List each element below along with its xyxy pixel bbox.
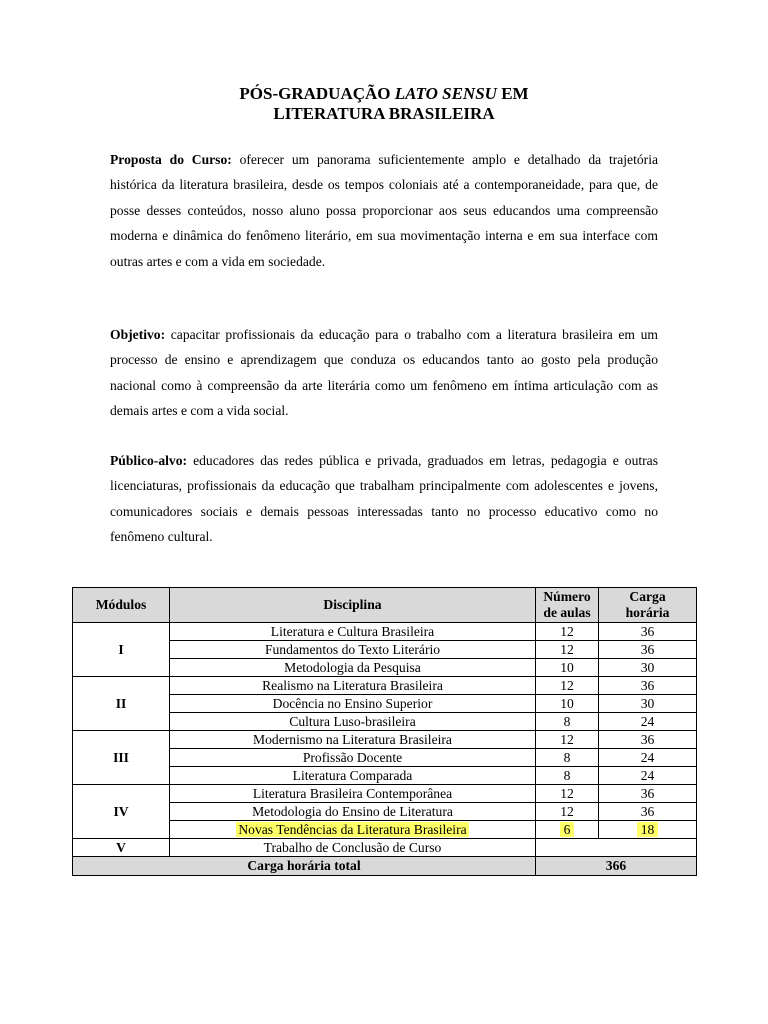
objetivo-text: capacitar profissionais da educação para o trabalho com a literatura brasileira em um processo de ensino e aprendizagem que conduza os educandos tanto ao gosto pela produção nacional como à compreensão da arte literária como um fenômeno em íntima articulação com as demais artes e com a vida social. bbox=[110, 327, 658, 419]
title-line-1: PÓS-GRADUAÇÃO LATO SENSU EM bbox=[239, 84, 529, 103]
module-cell: I bbox=[73, 623, 170, 677]
disciplina-cell: Metodologia da Pesquisa bbox=[170, 659, 536, 677]
disciplina-cell: Literatura e Cultura Brasileira bbox=[170, 623, 536, 641]
aulas-cell: 12 bbox=[536, 641, 599, 659]
table-row bbox=[73, 623, 697, 641]
proposta-text: oferecer um panorama suficientemente amplo e detalhado da trajetória histórica da literatura brasileira, desde os tempos coloniais até a contemporaneidade, para que, de posse desses conteúdos, nosso aluno possa proporcionar aos seus educandos uma compreensão moderna e dinâmica do fenômeno literário, em sua movimentação interna e em sua interface com outras artes e com a vida em sociedade. bbox=[110, 152, 659, 269]
carga-cell: 36 bbox=[599, 803, 697, 821]
disciplina-cell: Metodologia do Ensino de Literatura bbox=[170, 803, 536, 821]
aulas-cell: 12 bbox=[536, 731, 599, 749]
disciplina-cell: Profissão Docente bbox=[170, 749, 536, 767]
carga-cell: 30 bbox=[599, 659, 697, 677]
carga-cell: 24 bbox=[599, 749, 697, 767]
header-modulos: Módulos bbox=[73, 588, 170, 623]
disciplina-cell: Fundamentos do Texto Literário bbox=[170, 641, 536, 659]
aulas-cell: 8 bbox=[536, 713, 599, 731]
total-label: Carga horária total bbox=[73, 857, 536, 876]
proposta-label: Proposta do Curso: bbox=[110, 152, 232, 167]
header-disciplina: Disciplina bbox=[170, 588, 536, 623]
publico-section bbox=[110, 448, 658, 550]
disciplina-cell: Realismo na Literatura Brasileira bbox=[170, 677, 536, 695]
carga-cell: 36 bbox=[599, 731, 697, 749]
aulas-cell: 12 bbox=[536, 785, 599, 803]
header-carga-horaria: Carga horária bbox=[599, 588, 697, 623]
total-row bbox=[73, 857, 697, 876]
header-numero-aulas: Número de aulas bbox=[536, 588, 599, 623]
disciplina-cell: Docência no Ensino Superior bbox=[170, 695, 536, 713]
title-line-2: LITERATURA BRASILEIRA bbox=[273, 104, 495, 123]
table-row bbox=[73, 677, 697, 695]
disciplina-cell: Cultura Luso-brasileira bbox=[170, 713, 536, 731]
publico-text: educadores das redes pública e privada, graduados em letras, pedagogia e outras licenciaturas, profissionais da educação que trabalham principalmente com adolescentes e jovens, comunicadores sociais e demais pessoas interessadas tanto no processo educativo como no fenômeno cultural. bbox=[110, 453, 658, 545]
carga-cell: 30 bbox=[599, 695, 697, 713]
empty-cell bbox=[536, 839, 697, 857]
disciplina-cell: Literatura Brasileira Contemporânea bbox=[170, 785, 536, 803]
carga-cell: 18 bbox=[599, 821, 697, 839]
aulas-cell: 8 bbox=[536, 767, 599, 785]
aulas-cell: 8 bbox=[536, 749, 599, 767]
aulas-cell: 6 bbox=[536, 821, 599, 839]
module-cell: IV bbox=[73, 785, 170, 839]
disciplina-cell: Trabalho de Conclusão de Curso bbox=[170, 839, 536, 857]
proposta-section bbox=[110, 147, 658, 274]
total-value: 366 bbox=[536, 857, 697, 876]
disciplina-cell: Novas Tendências da Literatura Brasileira bbox=[170, 821, 536, 839]
publico-label: Público-alvo: bbox=[110, 453, 188, 468]
module-cell: II bbox=[73, 677, 170, 731]
aulas-cell: 12 bbox=[536, 623, 599, 641]
curriculum-table bbox=[72, 587, 697, 876]
title-italic: LATO SENSU bbox=[394, 84, 497, 103]
table-row bbox=[73, 839, 697, 857]
carga-cell: 36 bbox=[599, 641, 697, 659]
carga-cell: 24 bbox=[599, 713, 697, 731]
aulas-cell: 10 bbox=[536, 659, 599, 677]
table-header-row bbox=[73, 588, 697, 623]
carga-cell: 36 bbox=[599, 623, 697, 641]
carga-cell: 36 bbox=[599, 785, 697, 803]
table-row bbox=[73, 785, 697, 803]
disciplina-cell: Modernismo na Literatura Brasileira bbox=[170, 731, 536, 749]
module-cell: III bbox=[73, 731, 170, 785]
carga-cell: 24 bbox=[599, 767, 697, 785]
module-cell: V bbox=[73, 839, 170, 857]
disciplina-cell: Literatura Comparada bbox=[170, 767, 536, 785]
document-title bbox=[0, 84, 768, 124]
aulas-cell: 12 bbox=[536, 677, 599, 695]
aulas-cell: 12 bbox=[536, 803, 599, 821]
table-row bbox=[73, 731, 697, 749]
aulas-cell: 10 bbox=[536, 695, 599, 713]
carga-cell: 36 bbox=[599, 677, 697, 695]
objetivo-section bbox=[110, 322, 658, 424]
objetivo-label: Objetivo: bbox=[110, 327, 166, 342]
